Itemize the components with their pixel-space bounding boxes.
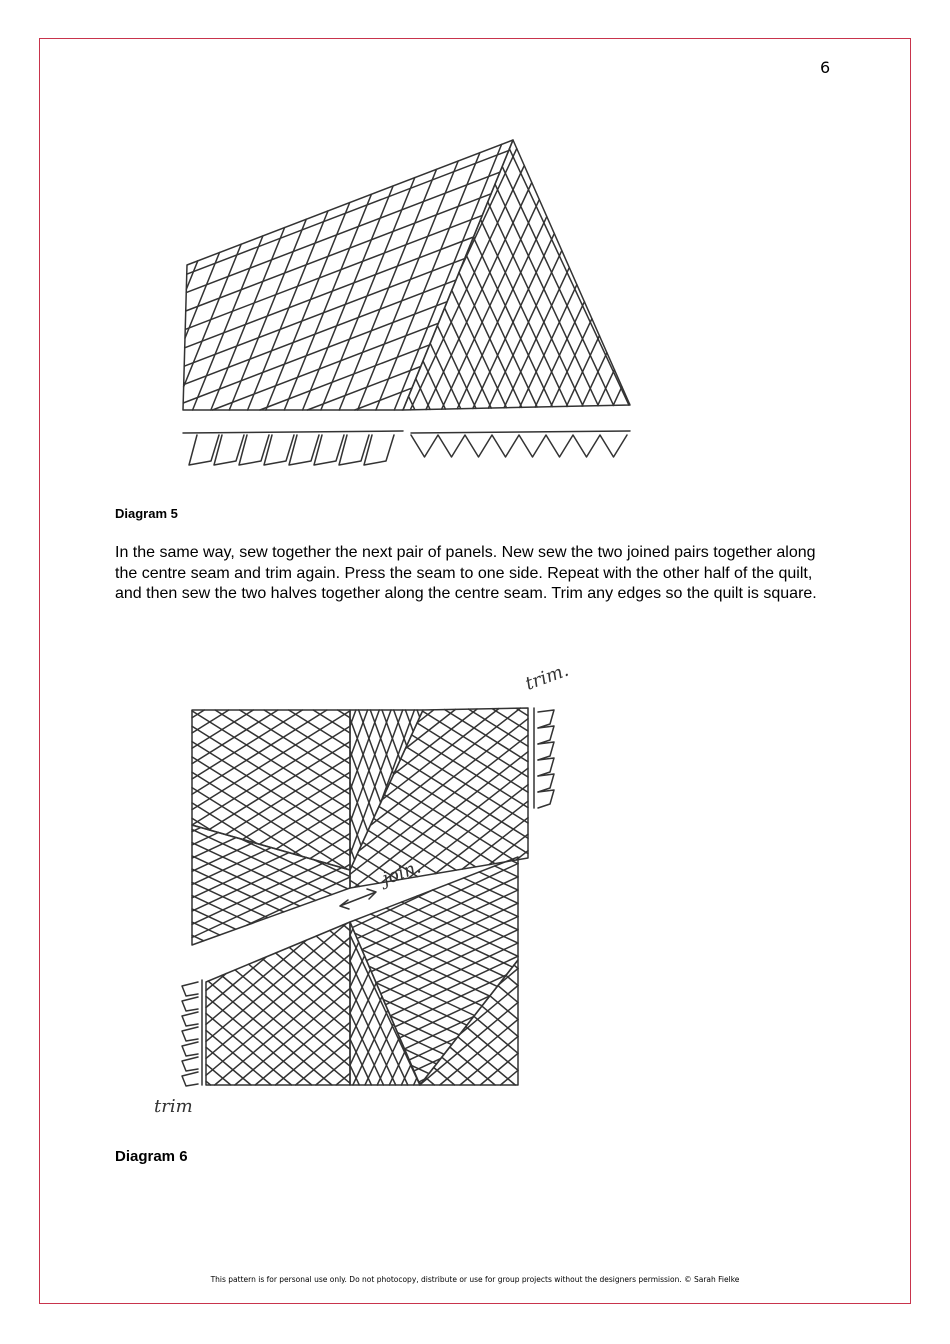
diagram-5-drawing <box>183 140 630 465</box>
diagram-5-illustration <box>175 135 640 480</box>
diagram-6-illustration <box>140 660 590 1135</box>
page-number: 6 <box>820 58 831 77</box>
diagram-5-caption: Diagram 5 <box>115 506 178 521</box>
trim-label-top: trim. <box>522 660 572 695</box>
join-label: join. <box>379 856 424 890</box>
instruction-paragraph: In the same way, sew together the next pair of panels. New sew the two joined pairs together along the centre seam and trim again. Press the seam to one side. Repeat with the other half of the quilt, and then sew the two halves together along the centre seam. Trim any edges so the quilt is square. <box>115 544 817 602</box>
trim-label-bottom: trim <box>154 1096 193 1117</box>
copyright-footer: This pattern is for personal use only. Do not photocopy, distribute or use for group projects without the designers permission. © Sarah Fielke <box>210 1275 740 1284</box>
diagram-6-caption: Diagram 6 <box>115 1148 188 1165</box>
join-arrow <box>340 889 376 909</box>
diagram-6-drawing <box>182 708 554 1086</box>
